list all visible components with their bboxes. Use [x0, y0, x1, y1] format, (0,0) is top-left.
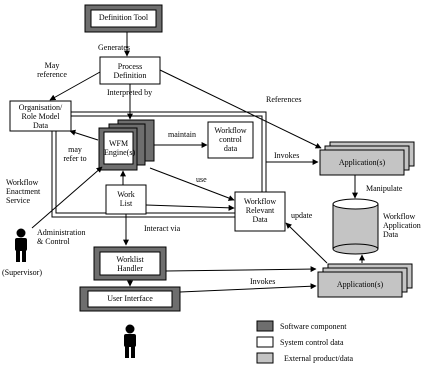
arrow-admin-control [32, 167, 102, 228]
legend-label-system: System control data [280, 338, 344, 347]
arrow-handler-to-app [166, 269, 316, 271]
workflow-control-data-label: Workflow control data [214, 126, 247, 153]
generates-label: Generates [98, 43, 130, 52]
process-definition-label: Process Definition [113, 62, 147, 80]
may-reference-label: May reference [37, 61, 67, 79]
definition-tool-label: Definition Tool [98, 13, 149, 22]
invokes-top-label: Invokes [274, 151, 300, 160]
update-label: update [291, 211, 313, 220]
work-list-label: Work List [117, 190, 135, 208]
legend-label-software: Software component [280, 322, 347, 331]
legend-swatch-system [257, 337, 273, 347]
arrow-update [286, 223, 327, 263]
workflow-enactment-service-label: Workflow Enactment Service [6, 178, 41, 205]
workflow-relevant-data-label: Workflow Relevant Data [243, 197, 277, 224]
application-bottom-label: Application(s) [336, 280, 384, 289]
application-top-label: Application(s) [338, 158, 386, 167]
workflow-application-data-label: Workflow Application Data [383, 212, 421, 239]
supervisor-label: (Supervisor) [2, 268, 42, 277]
may-refer-to-label: may refer to [63, 145, 87, 163]
wfm-engines-label: WFM Engine(s) [104, 139, 136, 157]
arrow-use [150, 168, 234, 200]
interact-via-label: Interact via [144, 224, 181, 233]
arrow-invokes-bottom [180, 286, 316, 292]
invokes-bottom-label: Invokes [250, 277, 276, 286]
person-icon-supervisor [15, 229, 27, 263]
use-label: use [196, 175, 207, 184]
workflow-application-data-cylinder [333, 199, 378, 254]
interpreted-by-label: Interpreted by [107, 88, 153, 97]
arrow-worklist-to-relevant [146, 205, 234, 208]
references-label: References [266, 95, 302, 104]
manipulate-label: Manipulate [366, 184, 403, 193]
legend-swatch-software [257, 321, 273, 331]
user-interface-label: User Interface [107, 294, 153, 303]
arrow-may-refer-to [70, 131, 98, 140]
administration-control-label: Administration & Control [37, 228, 86, 246]
org-role-model-label: Organisation/ Role Model Data [18, 103, 63, 130]
legend-swatch-external [257, 353, 273, 363]
person-icon-user [124, 325, 136, 359]
worklist-handler-label: Worklist Handler [116, 255, 144, 273]
legend-swatches [257, 321, 273, 363]
maintain-label: maintain [168, 130, 196, 139]
legend-label-external: External product/data [284, 354, 354, 363]
